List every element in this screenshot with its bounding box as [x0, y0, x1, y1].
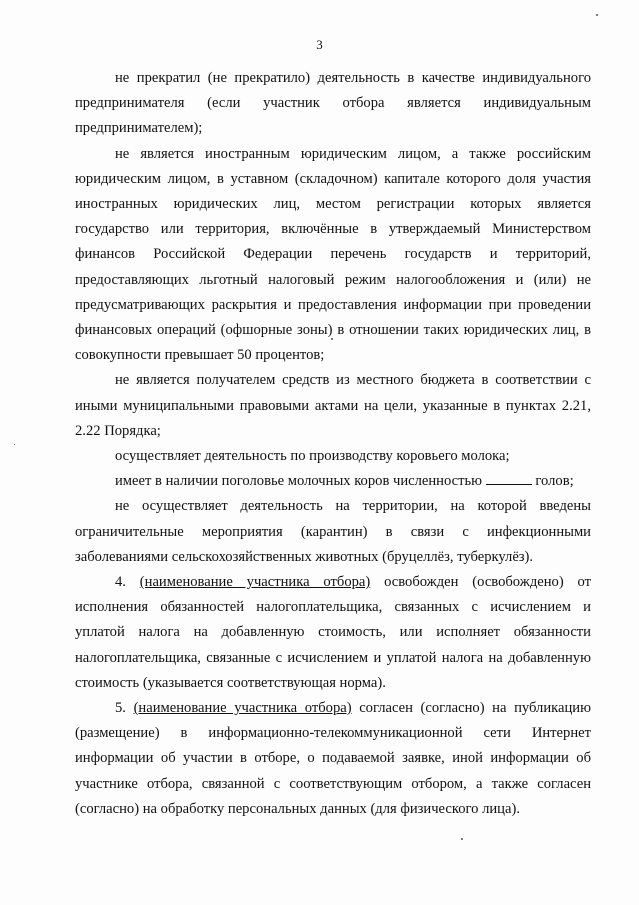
cow-herd-unit: голов;: [535, 473, 574, 490]
scan-speck: [14, 444, 15, 445]
paragraph-cow-herd: [75, 469, 591, 494]
item-4-number: 4.: [115, 574, 126, 591]
item-5-participant-name: (наименование участника отбора): [133, 700, 352, 717]
paragraph-milk-production: осуществляет деятельность по производству коровьего молока;: [115, 448, 510, 465]
paragraph-quarantine: не осуществляет деятельность на территории, на которой введены ограничительные мероприятия (карантин) в связи с инфекционными заболеваниями сельскохозяйственных животных (бруцеллёз, туберкулёз).: [75, 498, 591, 565]
item-5-number: 5.: [115, 700, 126, 717]
scan-speck: [331, 338, 333, 340]
document-body: [75, 66, 591, 822]
cow-herd-text: имеет в наличии поголовье молочных коров численностью: [115, 473, 483, 490]
item-4-participant-name: (наименование участника отбора): [139, 574, 371, 591]
scan-speck: [596, 14, 598, 16]
paragraph-not-budget-recipient: не является получателем средств из местного бюджета в соответствии с иными муниципальными правовыми актами на цели, указанные в пунктах 2.21, 2.22 Порядка;: [75, 372, 591, 439]
item-4-text: освобожден (освобождено) от исполнения обязанностей налогоплательщика, связанных с исчислением и уплатой налога на добавленную стоимость, или исполняет обязанности налогоплательщика, связанные с исчислением и уплатой налога на добавленную стоимость (указывается соответствующая норма).: [75, 574, 591, 691]
paragraph-item-4: [75, 570, 591, 696]
paragraph-item-5: [75, 696, 591, 822]
page-number: 3: [316, 37, 323, 52]
paragraph-not-foreign-entity: не является иностранным юридическим лицом, а также российским юридическим лицом, в уставном (складочном) капитале которого доля участия иностранных юридических лиц, местом регистрации которых является государство или территория, включённые в утверждаемый Министерством финансов Российской Федерации перечень государств и территорий, предоставляющих льготный налоговый режим налогообложения и (или) не предусматривающих раскрытия и предоставления информации при проведении финансовых операций (офшорные зоны) в отношении таких юридических лиц, в совокупности превышает 50 процентов;: [75, 145, 591, 364]
scan-speck: [461, 838, 463, 840]
item-5-text: согласен (согласно) на публикацию (размещение) в информационно-телекоммуникационной сети Интернет информации об участии в отборе, о подаваемой заявке, иной информации об участнике отбора, связанной с соответствующим отбором, а также согласен (согласно) на обработку персональных данных (для физического лица).: [75, 700, 592, 817]
cow-count-blank: [486, 472, 532, 485]
paragraph-not-ceased-activity: не прекратил (не прекратило) деятельность в качестве индивидуального предпринимателя (если участник отбора является индивидуальным предпринимателем);: [75, 70, 591, 137]
